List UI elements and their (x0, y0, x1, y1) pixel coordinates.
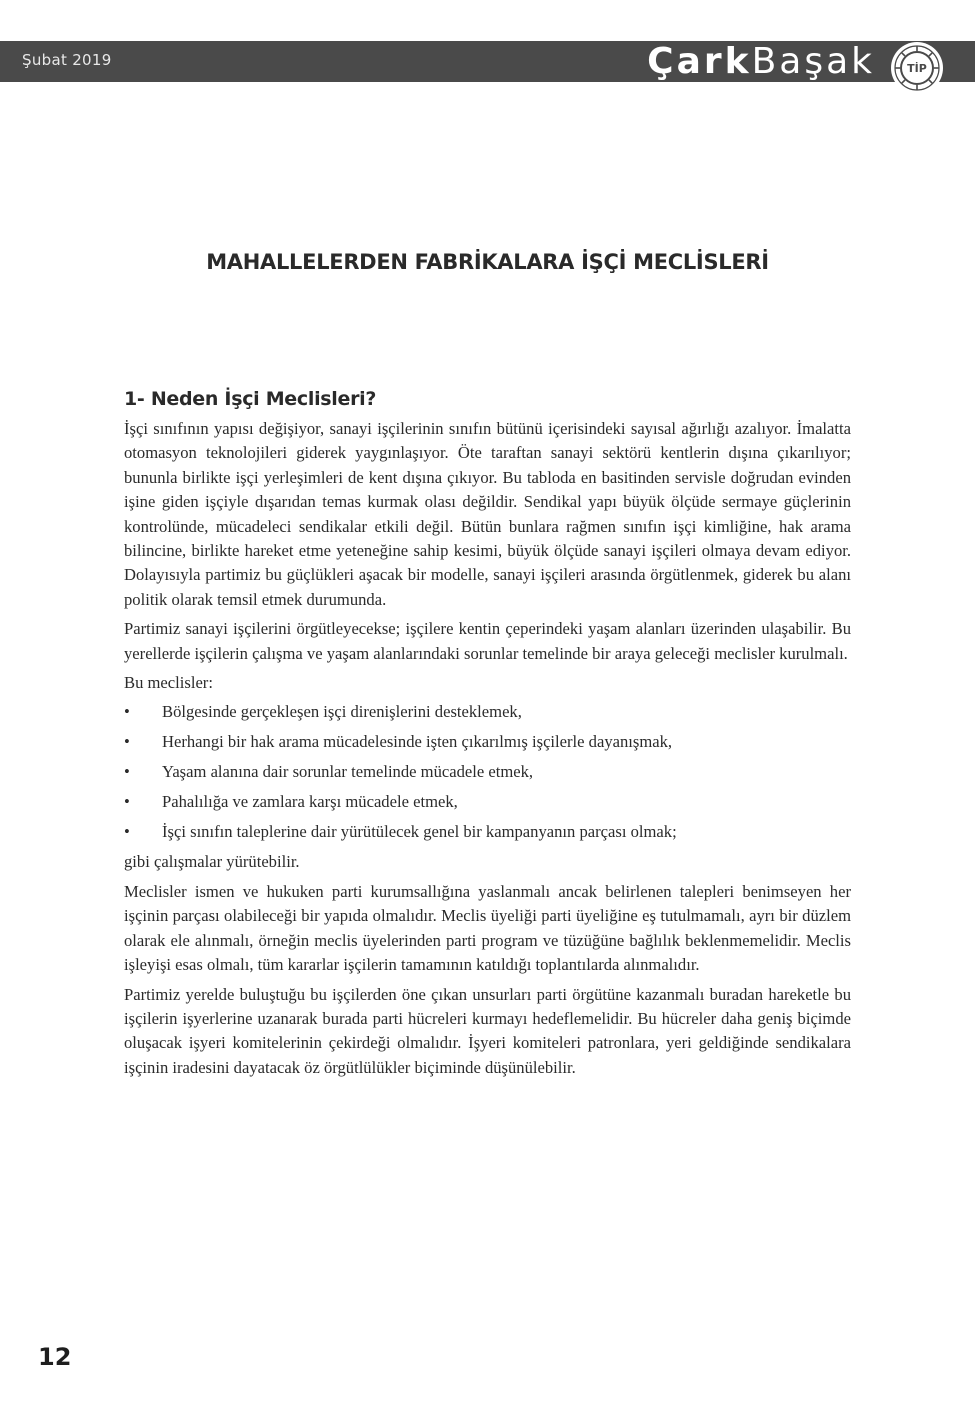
party-logo-icon (889, 40, 945, 96)
page-number: 12 (38, 1343, 72, 1371)
list-item-text: İşçi sınıfın taleplerine dair yürütülecek genel bir kampanyanın parçası olmak; (162, 822, 677, 842)
issue-date: Şubat 2019 (22, 51, 112, 69)
bullet-list (124, 700, 851, 844)
list-item-text: Pahalılığa ve zamlara karşı mücadele etmek, (162, 792, 458, 812)
list-item-text: Bölgesinde gerçekleşen işçi direnişlerini desteklemek, (162, 702, 522, 722)
paragraph: İşçi sınıfının yapısı değişiyor, sanayi işçilerinin sınıfın bütünü içerisindeki sayısal ağırlığı azalıyor. İmalatta otomasyon teknolojileri giderek yaygınlaşıyor. Öte taraftan sanayi sektörü kentlerin dışına çıkarılıyor; bununla birlikte işçi yerleşimleri de kent dışına çıkıyor. Bu tabloda en basitinden servisle doğrudan evinden işine giden işçiyle dışarıdan temas kurmak olası değildir. Sendikal yapı büyük ölçüde sermaye güçlerinin kontrolünde, mücadeleci sendikalar etkili değil. Bütün bunlara rağmen sınıfın işçi kimliğine, hak arama bilincine, birlikte hareket etme yeteneğine sahip kesimi, büyük ölçüde sanayi işçileri olmaya devam ediyor. Dolayısıyla partimiz bu güçlükleri aşacak bir modelle, sanayi işçileri arasında örgütlenmek, giderek bu alanı politik olarak temsil etmek durumunda. (124, 419, 851, 609)
article-body (124, 388, 851, 1085)
bullet-icon: • (124, 732, 130, 752)
brand-wordmark (647, 38, 875, 84)
paragraph: Partimiz sanayi işçilerini örgütleyecekse; işçilere kentin çeperindeki yaşam alanları üzerinden ulaşabilir. Bu yerellerde işçilerin çalışma ve yaşam alanlarındaki sorunlar temelinde bir araya geleceği meclisler kurulmalı. (124, 619, 851, 663)
list-item (124, 760, 851, 784)
section-heading: 1- Neden İşçi Meclisleri? (124, 388, 377, 410)
bullet-icon: • (124, 792, 130, 812)
brand-light: Başak (751, 40, 875, 82)
bullet-icon: • (124, 702, 130, 722)
list-item-text: Yaşam alanına dair sorunlar temelinde mücadele etmek, (162, 762, 534, 782)
bullet-icon: • (124, 822, 130, 842)
brand-bold: Çark (647, 40, 752, 82)
paragraph: Meclisler ismen ve hukuken parti kurumsallığına yaslanmalı ancak belirlenen talepleri benimseyen her işçinin parçası olabileceği bir yapıda olmalıdır. Meclis üyeliği parti üyeliğine eş tutulmamalı, ayrı bir düzlem olarak ele alınmalı, örneğin meclis üyelerinden parti program ve tüzüğüne bağlılık beklenmemelidir. Meclis işleyişi esas olmalı, tüm kararlar işçilerin tamamının katıldığı toplantılarda alınmalıdır. (124, 881, 851, 975)
bullet-icon: • (124, 762, 130, 782)
logo-text: TİP (907, 62, 927, 75)
list-intro: Bu meclisler: (124, 673, 213, 693)
list-item-text: Herhangi bir hak arama mücadelesinde işten çıkarılmış işçilerle dayanışmak, (162, 732, 673, 752)
list-item (124, 820, 851, 844)
article-title: MAHALLELERDEN FABRİKALARA İŞÇİ MECLİSLERİ (206, 250, 769, 275)
list-item (124, 700, 851, 724)
list-outro: gibi çalışmalar yürütebilir. (124, 852, 300, 872)
paragraph: Partimiz yerelde buluştuğu bu işçilerden öne çıkan unsurları parti örgütüne kazanmalı buradan hareketle bu işçilerin işyerlerine uzanarak burada parti hücreleri kurmayı hedeflemelidir. Bu hücreler daha geniş biçimde oluşacak işyeri komitelerinin çekirdeği olmalıdır. İşyeri komiteleri patronlara, yeri geldiğinde sendikalara işçinin iradesini dayatacak öz örgütlülükler biçiminde düşünülebilir. (124, 984, 851, 1077)
list-item (124, 790, 851, 814)
list-item (124, 730, 851, 754)
